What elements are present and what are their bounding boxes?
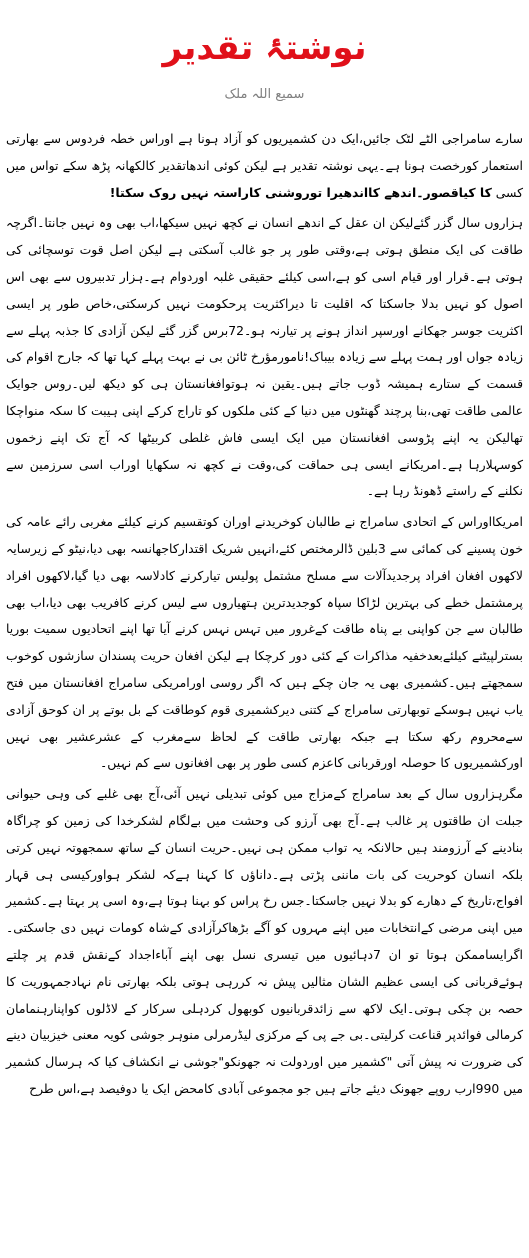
paragraph-1 [6, 126, 523, 206]
paragraph-1-text: سارے سامراجی الٹے لٹک جائیں،ایک دن کشمیریوں کو آزاد ہونا ہے اوراس خطہ فردوس سے بھارتی استعمار کورخصت ہونا ہے۔یہی نوشتہ تقدیر ہے لیکن کوئی اندھاتقدیر کالکھانہ پڑھ سکے تواس میں کسی [6, 131, 523, 200]
author-name: سمیع اللہ ملک [224, 87, 305, 102]
paragraph-3: امریکااوراس کے اتحادی سامراج نے طالبان کوخریدنے اوران کوتقسیم کرنے کیلئے مغربی رائے عامہ کی خون پسینے کی کمائی سے 3بلین ڈالرمختص کئے،انہیں شریک اقتدارکاجھانسہ بھی دیا،نیٹو کے زیرسایہ لاکھوں افغان افراد پرجدیدآلات سے مسلح مشتمل پولیس تیارکرنے کادلاسہ بھی دیا گیا،لاکھوں افراد پرمشتمل خطے کی بہترین لڑاکا سپاہ کوجدیدترین ہتھیاروں سے لیس کرنے کافریب بھی دیا،اب بھی طالبان سے جن کواپنی بے پناہ طاقت کےغرور میں تہس نہس کرنے آیا تھا اپنے اتحادیوں سمیت بوریا بسترلپیٹنے کیلئےبعدخفیہ مذاکرات کے کئی دور کرچکا ہے لیکن افغان حریت پسندان سازشوں کوخوب سمجھتے ہیں۔کشمیری بھی یہ جان چکے ہیں کہ اگر روسی اورامریکی سامراج افغانستان میں فتح یاب نہیں ہوسکے توبھارتی سامراج کے کتنی دیرکشمیری قوم کوطاقت کے بل بوتے پر ان کوحق آزادی سےمحروم رکھ سکتا ہے جبکہ بھارتی طاقت کے لحاظ سےمغرب کے عشرعشیر بھی نہیں اورکشمیریوں کا حوصلہ اورقربانی کاعزم کسی طور پر بھی افغانوں سے کم نہیں۔ [6, 514, 523, 771]
article-title: نوشتۂ تقدیر [162, 28, 367, 68]
paragraph-2: ہزاروں سال گزر گئےلیکن ان عقل کے اندھے انسان نے کچھ نہیں سیکھا،اب بھی وہ نہیں جانتا۔اگرچہ طاقت کی ایک منطق ہوتی ہے،وقتی طور پر جو غالب آسکتی ہے لیکن اصل قوت توسچائی کی ہوتی ہے۔قرار اور قیام اسی کو ہے،اسی کیلئے حقیقی غلبہ اوردوام ہے۔ہزار تدبیروں سے بھی اس اصول کو نہیں بدلا جاسکتا کہ اقلیت تا دیراکثریت پرحکومت نہیں کرسکتی،خاص طور پر ایسی اکثریت جوسر جھکانے اورسپر انداز ہونے پر تیارنہ ہو۔72برس گزر گئے لیکن آزادی کا جذبہ پہلے سے زیادہ جواں اور ہمت پہلے سے زیادہ بیباک!نامورمؤرخ ٹائن بی نے بہت پہلے کہا تھا کہ جارح اقوام کی قسمت کے ستارے ہمیشہ ڈوب جاتے ہیں۔یقین نہ ہوتوافغانستان ہی کو دیکھ لیں۔روس جوایک عالمی طاقت تھی،بنا پرچند گھنٹوں میں دنیا کے کئی ملکوں کو تاراج کرکے اپنی ہیبت کا سکہ منواچکا تھالیکن یہ اپنے پڑوسی افغانستان میں ایک ایسی فاش غلطی کربیٹھا کہ آج تک اپنے زخموں کوسہلارہا ہے۔امریکانے ایسی ہی حماقت کی،وقت نے کچھ نہ سکھایا اوراب اسی سرزمین سے نکلنے کے راستے ڈھونڈ رہا ہے۔ [6, 215, 524, 499]
paragraph-4: مگرہزاروں سال کے بعد سامراج کےمزاج میں کوئی تبدیلی نہیں آئی،آج بھی غلبے کی وہی حیوانی جبلت ان طاقتوں پر غالب ہے۔آج بھی آرزو کی وحشت میں بےلگام لشکرخدا کی زمین کو چراگاہ بنادینے کے آرزومند ہیں حالانکہ یہ تواب ممکن ہی نہیں۔حریت انسان کے ساتھ سمجھوتہ نہیں کرتی بلکہ انسان کوحریت کی بات ماننی پڑتی ہے۔داناؤں کا کہنا ہےکہ لشکر ہواورکیسی ہی قہار افواج،تاریخ کے دھارے کو بدلا نہیں جاسکتا۔جس رخ پراس کو بہنا ہوتا ہے،وہ اسی پر بہتا ہے۔کشمیر میں اپنی مرضی کےانتخابات میں اپنے مہروں کو آگے بڑھاکرآزادی کےشاہ کومات نہیں دی جاسکتی۔اگرایساممکن ہوتا تو ان 7دہائیوں میں تیسری نسل بھی اپنے آباءاجداد کےنقش قدم پر چلتے ہوئےقربانی کی ایسی عظیم الشان مثالیں پیش نہ کررہی ہوتی بلکہ بھارتی نام نہادجمہوریت کا حصہ بن چکی ہوتی۔ایک لاکھ سے زائدقربانیوں کوبھول کردہلی سرکار کے لاڈلوں کواپنارہنمامان کرمالی فوائدپر قناعت کرلیتی۔بی جے پی کے مرکزی لیڈرمرلی منوہر جوشی کویہ معنی خیزبیان دینے کی ضرورت نہ پیش آتی "کشمیر میں اوردولت نہ جھونکو"جوشی نے انکشاف کیا کہ ہرسال کشمیر میں 990ارب روپے جھونک دیئے جاتے ہیں جو مجموعی آبادی کامحض ایک یا دوفیصد ہے،اس طرح [6, 786, 523, 1096]
paragraph-1-emphasis: کا کیاقصور۔اندھے کااندھیرا توروشنی کاراستہ نہیں روک سکتا! [109, 184, 492, 200]
article-body [6, 126, 523, 1107]
